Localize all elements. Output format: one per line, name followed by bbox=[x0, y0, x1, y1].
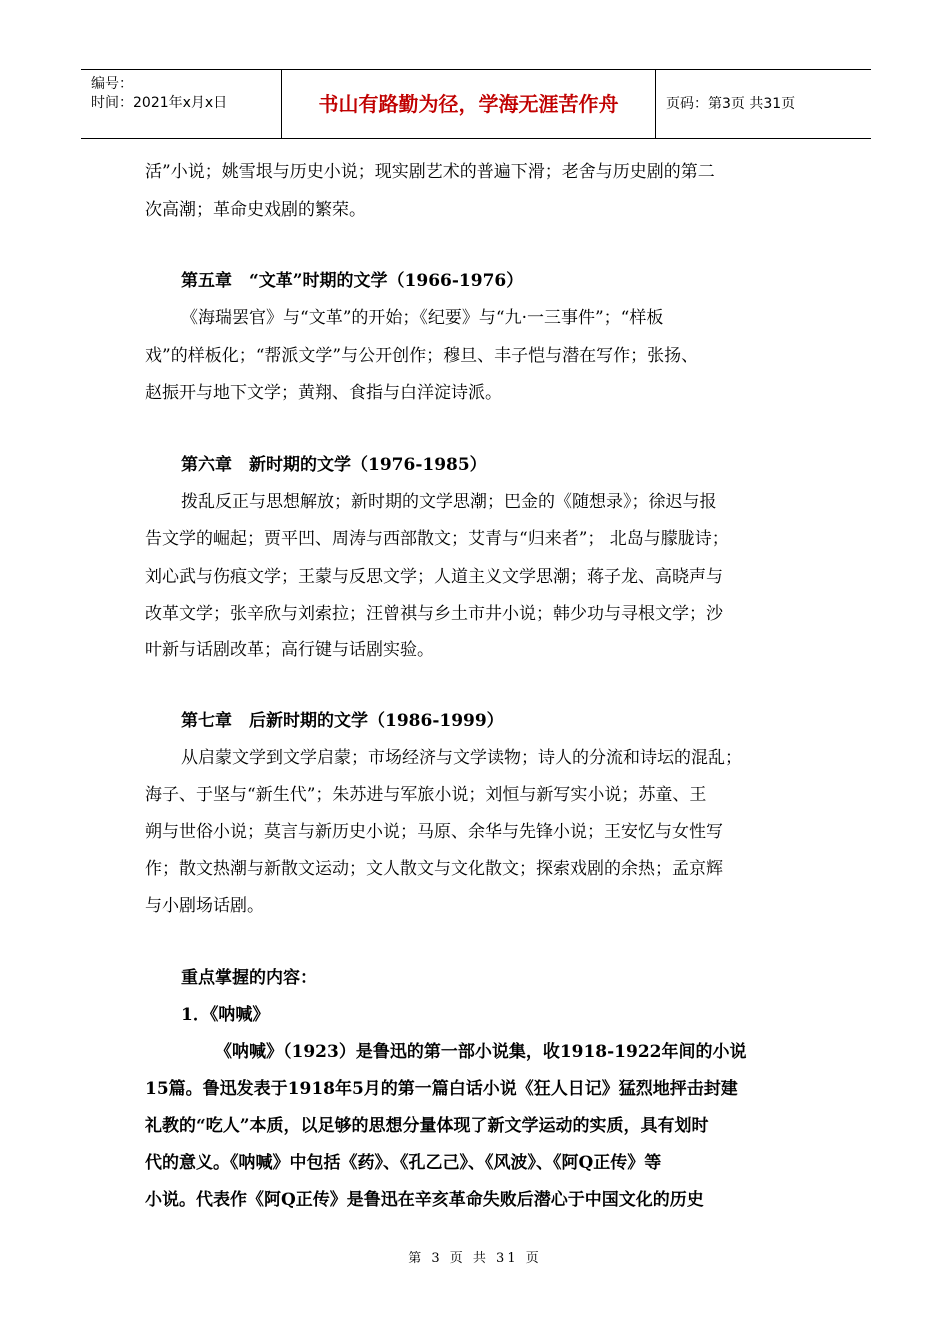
text-line: 海子、于坚与“新生代”；朱苏进与军旅小说；刘恒与新写实小说；苏童、王 bbox=[145, 785, 707, 805]
doc-date-label: 时间：2021年x月x日 bbox=[91, 95, 228, 111]
text-line: 小说。代表作《阿Q正传》是鲁迅在辛亥革命失败后潜心于中国文化的历史 bbox=[145, 1190, 704, 1210]
page-header bbox=[81, 69, 871, 139]
text-line: 15篇。鲁迅发表于1918年5月的第一篇白话小说《狂人日记》猛烈地抨击封建 bbox=[145, 1079, 738, 1099]
section-heading: 重点掌握的内容： bbox=[181, 968, 317, 988]
chapter-heading: 第五章 “文革”时期的文学（1966-1976） bbox=[181, 271, 524, 291]
chapter-heading: 第六章 新时期的文学（1976-1985） bbox=[181, 455, 487, 475]
chapter-heading: 第七章 后新时期的文学（1986-1999） bbox=[181, 711, 504, 731]
header-page-label: 页码：第3页 共31页 bbox=[666, 96, 796, 112]
text-line: 次高潮；革命史戏剧的繁荣。 bbox=[145, 200, 366, 220]
text-line: 礼教的“吃人”本质，以足够的思想分量体现了新文学运动的实质，具有划时 bbox=[145, 1116, 709, 1136]
text-line: 戏”的样板化；“帮派文学”与公开创作；穆旦、丰子恺与潜在写作；张扬、 bbox=[145, 346, 699, 366]
header-motto: 书山有路勤为径，学海无涯苦作舟 bbox=[282, 70, 656, 138]
text-line: 《呐喊》（1923）是鲁迅的第一部小说集，收1918-1922年间的小说 bbox=[215, 1042, 747, 1062]
doc-number-label: 编号： bbox=[91, 76, 133, 92]
text-line: 朔与世俗小说；莫言与新历史小说；马原、余华与先锋小说；王安忆与女性写 bbox=[145, 822, 723, 842]
header-meta-cell bbox=[81, 70, 282, 138]
text-line: 拨乱反正与思想解放；新时期的文学思潮；巴金的《随想录》；徐迟与报 bbox=[181, 492, 717, 512]
text-line: 从启蒙文学到文学启蒙；市场经济与文学读物；诗人的分流和诗坛的混乱； bbox=[181, 748, 742, 768]
text-line: 改革文学；张辛欣与刘索拉；汪曾祺与乡土市井小说；韩少功与寻根文学；沙 bbox=[145, 604, 723, 624]
text-line: 赵振开与地下文学；黄翔、食指与白洋淀诗派。 bbox=[145, 383, 502, 403]
text-line: 叶新与话剧改革；高行键与话剧实验。 bbox=[145, 640, 434, 660]
text-line: 代的意义。《呐喊》中包括《药》、《孔乙己》、《风波》、《阿Q正传》等 bbox=[145, 1153, 662, 1173]
text-line: 作；散文热潮与新散文运动；文人散文与文化散文；探索戏剧的余热；孟京辉 bbox=[145, 859, 723, 879]
text-line: 刘心武与伤痕文学；王蒙与反思文学；人道主义文学思潮；蒋子龙、高晓声与 bbox=[145, 567, 723, 587]
text-line: 活”小说；姚雪垠与历史小说；现实剧艺术的普遍下滑；老舍与历史剧的第二 bbox=[145, 162, 715, 182]
text-line: 与小剧场话剧。 bbox=[145, 896, 264, 916]
list-item-title: 1．《呐喊》 bbox=[181, 1005, 270, 1025]
text-line: 告文学的崛起；贾平凹、周涛与西部散文；艾青与“归来者”； 北岛与朦胧诗； bbox=[145, 529, 729, 549]
text-line: 《海瑞罢官》与“文革”的开始；《纪要》与“九·一三事件”；“样板 bbox=[181, 308, 664, 328]
page-footer: 第 3 页 共 31 页 bbox=[408, 1251, 542, 1266]
